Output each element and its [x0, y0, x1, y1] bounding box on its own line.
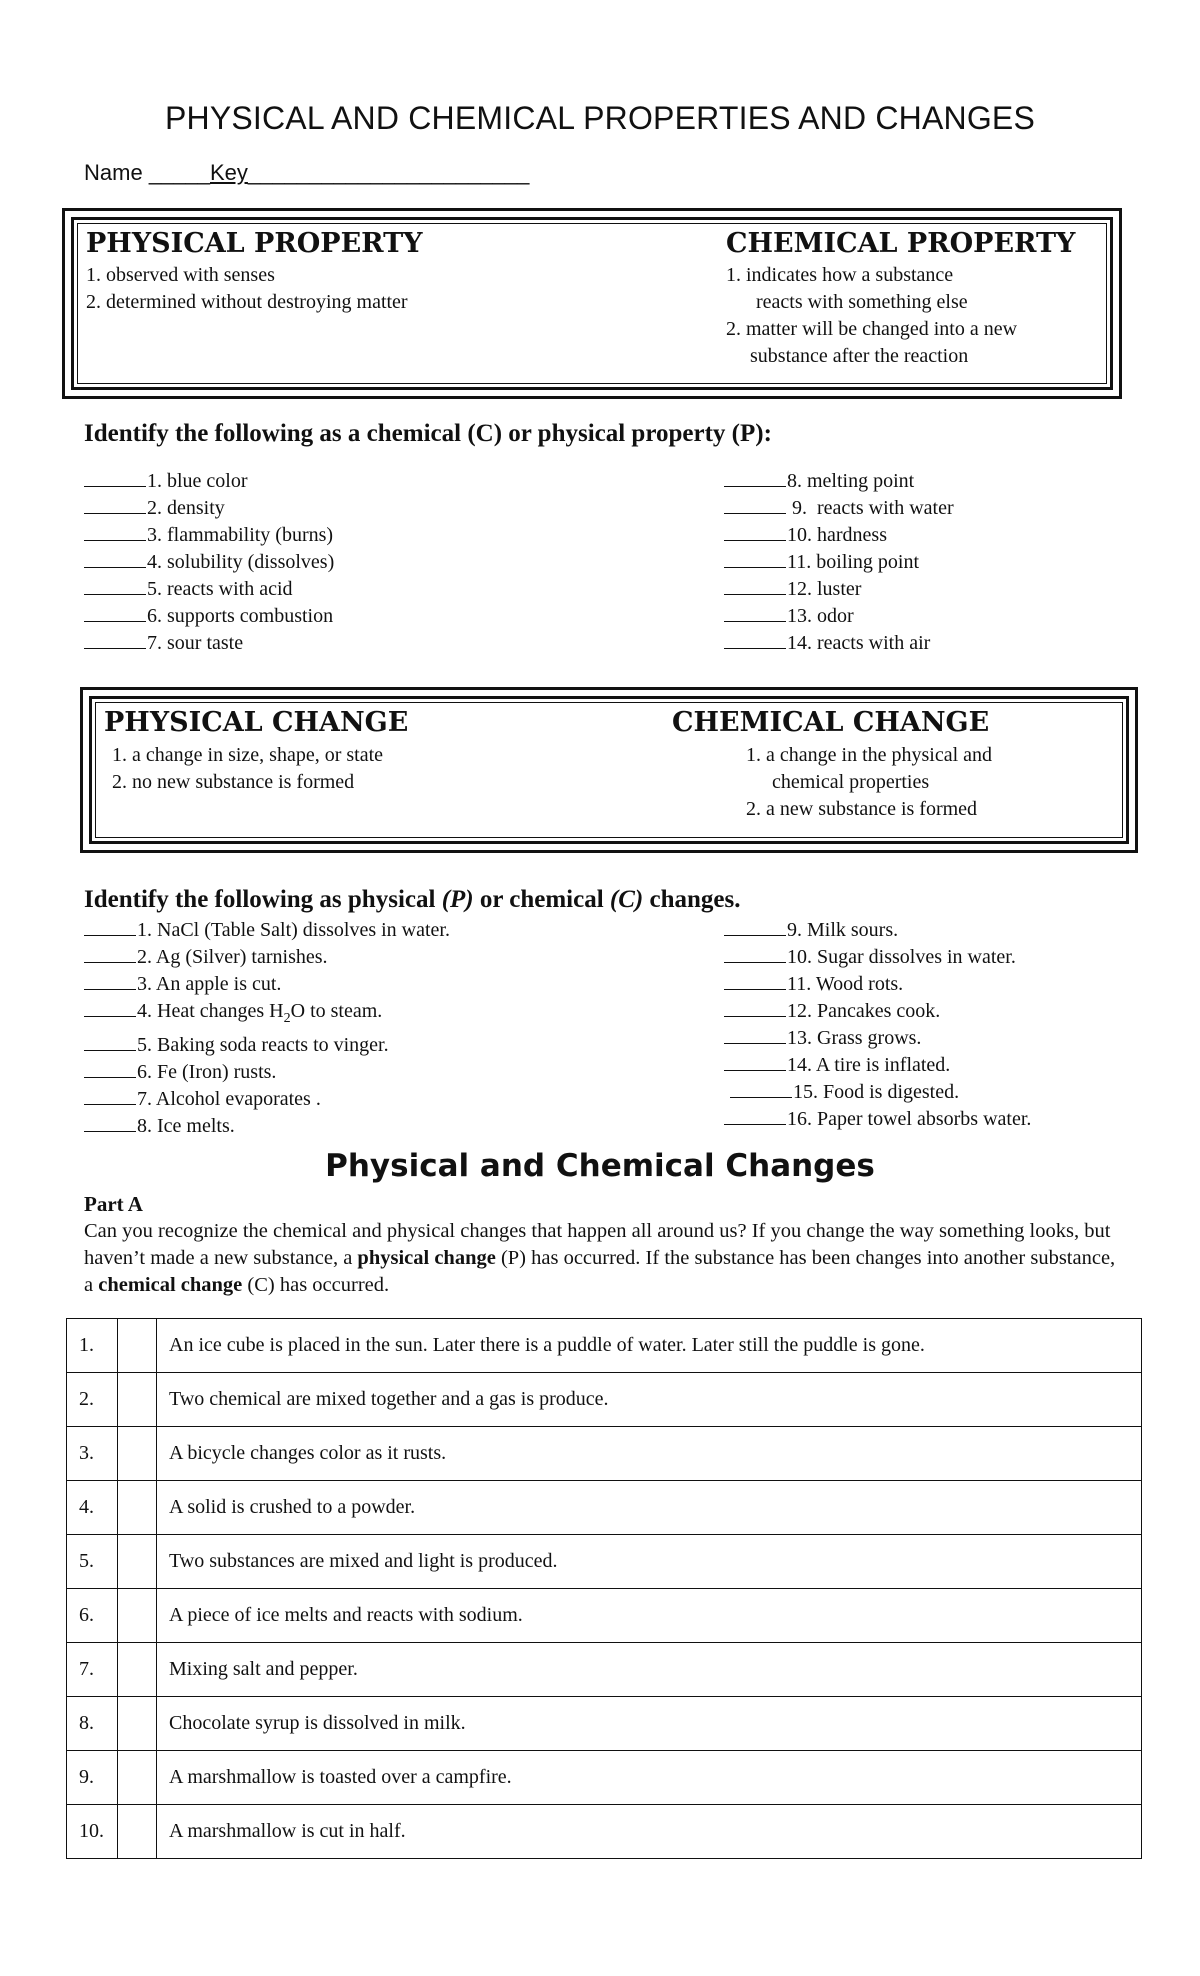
changes-list-left [84, 917, 450, 1140]
answer-blank[interactable] [84, 522, 146, 541]
table-row [67, 1805, 1142, 1859]
question-number: 7. [67, 1643, 118, 1697]
changes-instruction: Identify the following as physical (P) or chemical (C) changes. [84, 886, 741, 913]
chemical-property-def-2: 2. matter will be changed into a new [726, 318, 1018, 340]
answer-cell[interactable] [118, 1535, 157, 1589]
chemical-property-heading: CHEMICAL PROPERTY [726, 228, 1076, 259]
answer-blank[interactable] [724, 549, 786, 568]
answer-blank[interactable] [84, 1059, 136, 1078]
list-item: 7. sour taste [84, 630, 334, 657]
list-item: 14. reacts with air [724, 630, 954, 657]
list-item: 15. Food is digested. [724, 1079, 1031, 1106]
list-item: 7. Alcohol evaporates . [84, 1086, 450, 1113]
list-item: 4. solubility (dissolves) [84, 549, 334, 576]
answer-cell[interactable] [118, 1805, 157, 1859]
table-row [67, 1319, 1142, 1373]
list-item: 4. Heat changes $H_2O$ to steam. [84, 998, 450, 1032]
list-item: 16. Paper towel absorbs water. [724, 1106, 1031, 1133]
list-item: 12. Pancakes cook. [724, 998, 1031, 1025]
answer-blank[interactable] [724, 603, 786, 622]
answer-blank[interactable] [724, 495, 786, 514]
answer-blank[interactable] [84, 917, 136, 936]
list-item: 11. Wood rots. [724, 971, 1031, 998]
list-item: 11. boiling point [724, 549, 954, 576]
part-a-instructions: Can you recognize the chemical and physical changes that happen all around us? If you change the way something looks, but haven’t made a new substance, a physical change (P) has occurred. If the substance has been changes into another substance, a chemical change (C) has occurred. [84, 1220, 1116, 1296]
answer-blank[interactable] [84, 1032, 136, 1051]
list-item: 10. hardness [724, 522, 954, 549]
table-row [67, 1535, 1142, 1589]
question-number: 10. [67, 1805, 118, 1859]
question-text: An ice cube is placed in the sun. Later there is a puddle of water. Later still the puddle is gone. [157, 1319, 1142, 1373]
answer-cell[interactable] [118, 1319, 157, 1373]
answer-cell[interactable] [118, 1643, 157, 1697]
answer-blank[interactable] [84, 971, 136, 990]
answer-blank[interactable] [84, 1113, 136, 1132]
question-text: Two chemical are mixed together and a gas is produce. [157, 1373, 1142, 1427]
name-line [84, 160, 529, 186]
table-row [67, 1427, 1142, 1481]
table-row [67, 1643, 1142, 1697]
chemical-property-def-1: 1. indicates how a substance [726, 264, 954, 286]
question-number: 9. [67, 1751, 118, 1805]
list-item: 6. supports combustion [84, 603, 334, 630]
answer-blank[interactable] [84, 630, 146, 649]
question-text: Two substances are mixed and light is produced. [157, 1535, 1142, 1589]
answer-blank[interactable] [84, 998, 136, 1017]
table-row [67, 1481, 1142, 1535]
properties-list-left [84, 468, 334, 657]
answer-blank[interactable] [724, 522, 786, 541]
answer-blank[interactable] [724, 1106, 786, 1125]
question-number: 3. [67, 1427, 118, 1481]
table-row [67, 1751, 1142, 1805]
answer-blank[interactable] [84, 549, 146, 568]
answer-blank[interactable] [724, 630, 786, 649]
answer-blank[interactable] [724, 917, 786, 936]
list-item: 2. Ag (Silver) tarnishes. [84, 944, 450, 971]
answer-cell[interactable] [118, 1697, 157, 1751]
list-item: 5. Baking soda reacts to vinger. [84, 1032, 450, 1059]
question-number: 6. [67, 1589, 118, 1643]
part-a-label: Part A [84, 1192, 143, 1216]
changes-list-right [724, 917, 1031, 1133]
question-text: A piece of ice melts and reacts with sodium. [157, 1589, 1142, 1643]
list-item: 3. flammability (burns) [84, 522, 334, 549]
answer-blank[interactable] [724, 971, 786, 990]
list-item: 5. reacts with acid [84, 576, 334, 603]
answer-blank[interactable] [724, 944, 786, 963]
chemical-change-def-2: 2. a new substance is formed [746, 798, 978, 820]
list-item: 9. Milk sours. [724, 917, 1031, 944]
chemical-change-heading: CHEMICAL CHANGE [672, 707, 990, 738]
question-text: A marshmallow is toasted over a campfire. [157, 1751, 1142, 1805]
list-item: 3. An apple is cut. [84, 971, 450, 998]
answer-blank[interactable] [84, 576, 146, 595]
properties-instruction: Identify the following as a chemical (C) or physical property (P): [84, 420, 772, 447]
list-item: 8. Ice melts. [84, 1113, 450, 1140]
list-item: 13. Grass grows. [724, 1025, 1031, 1052]
question-number: 4. [67, 1481, 118, 1535]
name-label: Name [84, 160, 143, 185]
question-number: 2. [67, 1373, 118, 1427]
chemical-property-def-2-cont: substance after the reaction [750, 345, 969, 367]
list-item: 10. Sugar dissolves in water. [724, 944, 1031, 971]
list-item: 14. A tire is inflated. [724, 1052, 1031, 1079]
list-item: 1. blue color [84, 468, 334, 495]
answer-cell[interactable] [118, 1481, 157, 1535]
page-title: PHYSICAL AND CHEMICAL PROPERTIES AND CHANGES [164, 100, 1036, 136]
answer-blank[interactable] [730, 1079, 792, 1098]
answer-blank[interactable] [84, 603, 146, 622]
name-value[interactable]: Key [210, 160, 248, 185]
question-text: Chocolate syrup is dissolved in milk. [157, 1697, 1142, 1751]
list-item: 1. NaCl (Table Salt) dissolves in water. [84, 917, 450, 944]
list-item: 2. density [84, 495, 334, 522]
question-text: A solid is crushed to a powder. [157, 1481, 1142, 1535]
physical-change-def-1: 1. a change in size, shape, or state [112, 744, 384, 766]
list-item: 13. odor [724, 603, 954, 630]
chemical-property-def-1-cont: reacts with something else [756, 291, 968, 313]
question-number: 1. [67, 1319, 118, 1373]
list-item: 6. Fe (Iron) rusts. [84, 1059, 450, 1086]
part-a-heading: Physical and Chemical Changes [325, 1148, 875, 1184]
answer-blank[interactable] [84, 495, 146, 514]
properties-list-right [724, 468, 954, 657]
answer-blank[interactable] [84, 468, 146, 487]
name-blank-prefix: _____ [148, 160, 210, 185]
physical-change-heading: PHYSICAL CHANGE [104, 707, 409, 738]
list-item: 9. reacts with water [724, 495, 954, 522]
physical-property-def-1: 1. observed with senses [86, 264, 275, 286]
answer-blank[interactable] [84, 1086, 136, 1105]
question-number: 5. [67, 1535, 118, 1589]
part-a-table [66, 1318, 1142, 1859]
table-row [67, 1589, 1142, 1643]
table-row [67, 1697, 1142, 1751]
question-text: A bicycle changes color as it rusts. [157, 1427, 1142, 1481]
answer-blank[interactable] [724, 1052, 786, 1071]
list-item: 12. luster [724, 576, 954, 603]
physical-change-def-2: 2. no new substance is formed [112, 771, 355, 793]
chemical-change-def-1-cont: chemical properties [772, 771, 930, 793]
answer-blank[interactable] [84, 944, 136, 963]
question-text: A marshmallow is cut in half. [157, 1805, 1142, 1859]
question-number: 8. [67, 1697, 118, 1751]
physical-property-heading: PHYSICAL PROPERTY [86, 228, 423, 259]
answer-cell[interactable] [118, 1427, 157, 1481]
table-row [67, 1373, 1142, 1427]
name-blank-suffix: _______________________ [247, 160, 530, 185]
answer-cell[interactable] [118, 1589, 157, 1643]
list-item: 8. melting point [724, 468, 954, 495]
answer-blank[interactable] [724, 576, 786, 595]
answer-cell[interactable] [118, 1751, 157, 1805]
answer-blank[interactable] [724, 1025, 786, 1044]
answer-blank[interactable] [724, 998, 786, 1017]
answer-cell[interactable] [118, 1373, 157, 1427]
question-text: Mixing salt and pepper. [157, 1643, 1142, 1697]
answer-blank[interactable] [724, 468, 786, 487]
chemical-change-def-1: 1. a change in the physical and [746, 744, 993, 766]
physical-property-def-2: 2. determined without destroying matter [86, 291, 408, 313]
